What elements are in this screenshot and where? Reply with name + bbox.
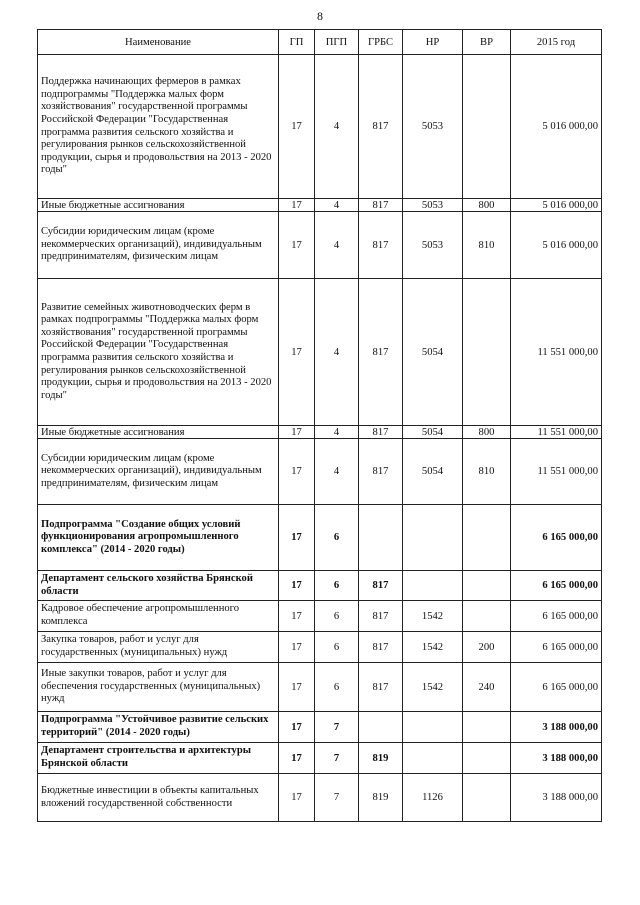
header-vr: ВР (463, 30, 511, 55)
row-vr (463, 743, 511, 774)
row-name: Подпрограмма "Устойчивое развитие сельских территорий" (2014 - 2020 годы) (38, 712, 279, 743)
table-row (38, 426, 602, 439)
row-amount: 5 016 000,00 (511, 55, 602, 199)
row-vr (463, 774, 511, 822)
row-pgp: 4 (315, 439, 359, 505)
row-vr (463, 712, 511, 743)
row-np (403, 712, 463, 743)
row-np: 1542 (403, 601, 463, 632)
table-row (38, 279, 602, 426)
row-np: 1542 (403, 632, 463, 663)
row-pgp: 6 (315, 663, 359, 712)
row-amount: 6 165 000,00 (511, 505, 602, 571)
row-vr: 200 (463, 632, 511, 663)
table-row (38, 743, 602, 774)
row-vr (463, 55, 511, 199)
row-grbs: 817 (359, 55, 403, 199)
row-grbs (359, 505, 403, 571)
row-amount: 6 165 000,00 (511, 632, 602, 663)
row-name: Закупка товаров, работ и услуг для государственных (муниципальных) нужд (38, 632, 279, 663)
row-name: Бюджетные инвестиции в объекты капитальных вложений государственной собственности (38, 774, 279, 822)
row-name: Департамент сельского хозяйства Брянской области (38, 571, 279, 601)
row-np: 1126 (403, 774, 463, 822)
header-gp: ГП (279, 30, 315, 55)
row-vr (463, 505, 511, 571)
table-row (38, 55, 602, 199)
header-np: НР (403, 30, 463, 55)
row-name: Развитие семейных животноводческих ферм в рамках подпрограммы "Поддержка малых форм хозяйствования" государственной программы Российской Федерации "Государственная программа развития сельского хозяйства и регулирования рынков сельскохозяйственной продукции, сырья и продовольствия на 2013 - 2020 годы" (38, 279, 279, 426)
row-vr: 800 (463, 426, 511, 439)
row-amount: 11 551 000,00 (511, 426, 602, 439)
row-np: 5053 (403, 199, 463, 212)
row-amount: 6 165 000,00 (511, 571, 602, 601)
row-pgp: 6 (315, 632, 359, 663)
row-name: Департамент строительства и архитектуры Брянской области (38, 743, 279, 774)
row-amount: 3 188 000,00 (511, 774, 602, 822)
row-name: Поддержка начинающих фермеров в рамках подпрограммы "Поддержка малых форм хозяйствования" государственной программы Российской Федерации "Государственная программа развития сельского хозяйства и регулирования рынков сельскохозяйственной продукции, сырья и продовольствия на 2013 - 2020 годы" (38, 55, 279, 199)
row-vr (463, 601, 511, 632)
row-vr: 810 (463, 212, 511, 279)
row-pgp: 4 (315, 55, 359, 199)
table-row (38, 199, 602, 212)
row-name: Субсидии юридическим лицам (кроме некоммерческих организаций), индивидуальным предпринимателям, физическим лицам (38, 212, 279, 279)
row-gp: 17 (279, 774, 315, 822)
row-pgp: 6 (315, 505, 359, 571)
row-np: 5054 (403, 279, 463, 426)
row-grbs: 817 (359, 439, 403, 505)
row-name: Кадровое обеспечение агропромышленного комплекса (38, 601, 279, 632)
row-amount: 5 016 000,00 (511, 199, 602, 212)
row-amount: 11 551 000,00 (511, 279, 602, 426)
header-pgp: ПГП (315, 30, 359, 55)
row-np (403, 743, 463, 774)
table-row (38, 505, 602, 571)
row-pgp: 7 (315, 774, 359, 822)
header-amount: 2015 год (511, 30, 602, 55)
table-row (38, 774, 602, 822)
table-row (38, 439, 602, 505)
row-pgp: 4 (315, 199, 359, 212)
row-vr (463, 571, 511, 601)
row-gp: 17 (279, 712, 315, 743)
row-np: 5054 (403, 439, 463, 505)
row-vr: 810 (463, 439, 511, 505)
row-gp: 17 (279, 55, 315, 199)
row-gp: 17 (279, 743, 315, 774)
row-gp: 17 (279, 571, 315, 601)
row-gp: 17 (279, 279, 315, 426)
row-grbs: 817 (359, 632, 403, 663)
row-name: Иные закупки товаров, работ и услуг для обеспечения государственных (муниципальных) нужд (38, 663, 279, 712)
row-pgp: 7 (315, 712, 359, 743)
row-amount: 3 188 000,00 (511, 712, 602, 743)
row-vr: 240 (463, 663, 511, 712)
row-pgp: 4 (315, 279, 359, 426)
page-number: 8 (317, 9, 323, 23)
row-grbs: 817 (359, 212, 403, 279)
row-grbs (359, 712, 403, 743)
row-name: Иные бюджетные ассигнования (38, 426, 279, 439)
row-amount: 11 551 000,00 (511, 439, 602, 505)
row-vr (463, 279, 511, 426)
row-gp: 17 (279, 663, 315, 712)
row-grbs: 817 (359, 426, 403, 439)
row-grbs: 817 (359, 663, 403, 712)
row-grbs: 819 (359, 774, 403, 822)
row-np: 5054 (403, 426, 463, 439)
budget-table (37, 29, 602, 822)
table-header-row (38, 30, 602, 55)
row-grbs: 819 (359, 743, 403, 774)
row-gp: 17 (279, 212, 315, 279)
row-name: Субсидии юридическим лицам (кроме некоммерческих организаций), индивидуальным предпринимателям, физическим лицам (38, 439, 279, 505)
row-vr: 800 (463, 199, 511, 212)
row-np: 1542 (403, 663, 463, 712)
table-row (38, 601, 602, 632)
row-gp: 17 (279, 505, 315, 571)
table-row (38, 212, 602, 279)
row-pgp: 6 (315, 571, 359, 601)
row-pgp: 7 (315, 743, 359, 774)
row-gp: 17 (279, 632, 315, 663)
table-row (38, 571, 602, 601)
table-row (38, 712, 602, 743)
row-amount: 6 165 000,00 (511, 663, 602, 712)
header-grbs: ГРБС (359, 30, 403, 55)
row-gp: 17 (279, 601, 315, 632)
row-grbs: 817 (359, 199, 403, 212)
header-name: Наименование (38, 30, 279, 55)
row-amount: 6 165 000,00 (511, 601, 602, 632)
row-gp: 17 (279, 439, 315, 505)
row-gp: 17 (279, 426, 315, 439)
row-amount: 3 188 000,00 (511, 743, 602, 774)
row-grbs: 817 (359, 601, 403, 632)
row-grbs: 817 (359, 279, 403, 426)
row-grbs: 817 (359, 571, 403, 601)
row-name: Подпрограмма "Создание общих условий функционирования агропромышленного комплекса" (2014 - 2020 годы) (38, 505, 279, 571)
row-np: 5053 (403, 55, 463, 199)
table-row (38, 632, 602, 663)
row-pgp: 4 (315, 212, 359, 279)
row-gp: 17 (279, 199, 315, 212)
row-np (403, 571, 463, 601)
row-pgp: 6 (315, 601, 359, 632)
row-np: 5053 (403, 212, 463, 279)
table-row (38, 663, 602, 712)
row-amount: 5 016 000,00 (511, 212, 602, 279)
row-np (403, 505, 463, 571)
row-name: Иные бюджетные ассигнования (38, 199, 279, 212)
row-pgp: 4 (315, 426, 359, 439)
